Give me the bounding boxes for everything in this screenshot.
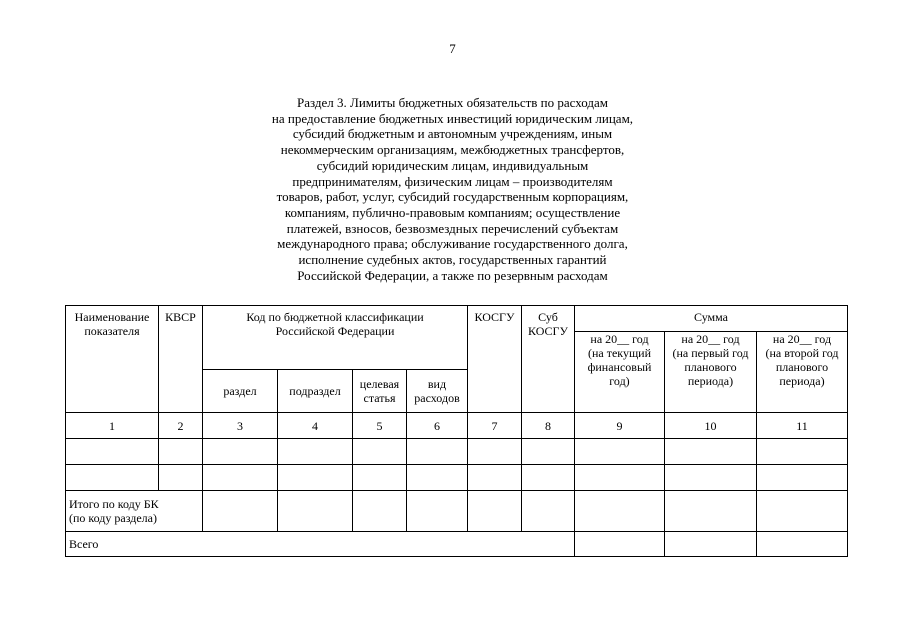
- title-line: товаров, работ, услуг, субсидий государственным корпорациям,: [276, 189, 629, 205]
- table-cell: [66, 439, 159, 465]
- table-row: [66, 439, 848, 465]
- header-year-plan-2: [757, 332, 848, 413]
- header-name: [66, 306, 159, 413]
- header-text: вид: [427, 377, 447, 391]
- header-year-current: [575, 332, 665, 413]
- table-cell: [575, 439, 665, 465]
- column-number: 9: [575, 413, 665, 439]
- table-cell: [203, 465, 278, 491]
- table-cell: [757, 532, 848, 557]
- title-line: на предоставление бюджетных инвестиций юридическим лицам,: [271, 110, 634, 126]
- table-cell: [757, 465, 848, 491]
- table-cell: [353, 465, 407, 491]
- header-text: (на второй год: [765, 346, 839, 360]
- total-by-bk-label: [66, 491, 203, 532]
- table-cell: [203, 439, 278, 465]
- table-cell: [159, 439, 203, 465]
- table-cell: [407, 465, 468, 491]
- table-cell: [522, 465, 575, 491]
- table-cell: [575, 491, 665, 532]
- limits-table: [65, 305, 848, 557]
- column-number: 3: [203, 413, 278, 439]
- header-celevaya: [353, 370, 407, 413]
- column-number: 4: [278, 413, 353, 439]
- column-number: 7: [468, 413, 522, 439]
- title-line: Российской Федерации, а также по резервным расходам: [297, 267, 608, 283]
- column-number: 1: [66, 413, 159, 439]
- column-number: 8: [522, 413, 575, 439]
- header-text: Код по бюджетной классификации: [246, 310, 424, 324]
- header-sub-kosgu: [522, 306, 575, 413]
- table-cell: [575, 532, 665, 557]
- header-text: периода): [687, 374, 734, 388]
- header-text: планового: [775, 360, 829, 374]
- header-text: показателя: [84, 324, 140, 338]
- title-line: субсидий юридическим лицам, индивидуальным: [316, 157, 589, 173]
- header-vid: [407, 370, 468, 413]
- title-line: предпринимателям, физическим лицам – производителям: [292, 173, 613, 189]
- column-number: 6: [407, 413, 468, 439]
- column-number: 11: [757, 413, 848, 439]
- header-text: (на первый год: [672, 346, 749, 360]
- header-text: статья: [363, 391, 396, 405]
- table-cell: [159, 465, 203, 491]
- header-text: (на текущий: [587, 346, 652, 360]
- title-line: Раздел 3. Лимиты бюджетных обязательств по расходам: [297, 95, 608, 110]
- table-cell: [203, 491, 278, 532]
- label-text: Итого по коду БК: [69, 497, 159, 511]
- table-cell: [665, 532, 757, 557]
- header-text: на 20__ год: [681, 332, 740, 346]
- title-line: компаниям, публично-правовым компаниям; осуществление: [284, 204, 621, 220]
- table-cell: [468, 465, 522, 491]
- column-number: 10: [665, 413, 757, 439]
- table-cell: [353, 439, 407, 465]
- header-text: периода): [779, 374, 825, 388]
- table-cell: [575, 465, 665, 491]
- header-kvsr: КВСР: [159, 306, 203, 413]
- table-cell: [66, 465, 159, 491]
- label-text: (по коду раздела): [69, 511, 157, 525]
- grand-total-label: Всего: [66, 532, 575, 557]
- header-text: на 20__ год: [590, 332, 649, 346]
- table-row: [66, 465, 848, 491]
- table-cell: [468, 491, 522, 532]
- header-summa: Сумма: [575, 306, 848, 332]
- header-text: КОСГУ: [528, 324, 568, 338]
- column-number: 5: [353, 413, 407, 439]
- header-text: Суб: [538, 310, 558, 324]
- header-text: целевая: [359, 377, 400, 391]
- table-cell: [757, 491, 848, 532]
- header-text: Наименование: [74, 310, 150, 324]
- table-cell: [278, 439, 353, 465]
- header-text: год): [609, 374, 630, 388]
- table-cell: [278, 491, 353, 532]
- header-kosgu: КОСГУ: [468, 306, 522, 413]
- title-line: субсидий бюджетным и автономным учреждениям, иным: [292, 126, 613, 142]
- table-cell: [522, 439, 575, 465]
- table-cell: [757, 439, 848, 465]
- page-number: 7: [449, 41, 456, 56]
- table-cell: [522, 491, 575, 532]
- header-row-1: [66, 306, 848, 332]
- table-cell: [665, 491, 757, 532]
- header-text: Российской Федерации: [275, 324, 395, 338]
- table-cell: [407, 439, 468, 465]
- header-podrazdel: подраздел: [278, 370, 353, 413]
- table-cell: [407, 491, 468, 532]
- title-line: платежей, взносов, безвозмездных перечислений субъектам: [286, 220, 619, 236]
- table-cell: [353, 491, 407, 532]
- table-cell: [665, 465, 757, 491]
- header-text: планового: [684, 360, 737, 374]
- table-cell: [278, 465, 353, 491]
- title-line: исполнение судебных актов, государственных гарантий: [298, 252, 607, 268]
- title-line: некоммерческим организациям, межбюджетных трансфертов,: [280, 142, 625, 158]
- table-cell: [665, 439, 757, 465]
- table-cell: [468, 439, 522, 465]
- title-line: международного права; обслуживание государственного долга,: [277, 236, 628, 252]
- column-number: 2: [159, 413, 203, 439]
- header-razdel: раздел: [203, 370, 278, 413]
- header-year-plan-1: [665, 332, 757, 413]
- header-bk-code: [203, 306, 468, 370]
- header-text: расходов: [414, 391, 460, 405]
- total-by-bk-row: [66, 491, 848, 532]
- section-title: [200, 95, 705, 283]
- column-number-row: [66, 413, 848, 439]
- grand-total-row: [66, 532, 848, 557]
- header-text: на 20__ год: [772, 332, 832, 346]
- header-text: финансовый: [587, 360, 652, 374]
